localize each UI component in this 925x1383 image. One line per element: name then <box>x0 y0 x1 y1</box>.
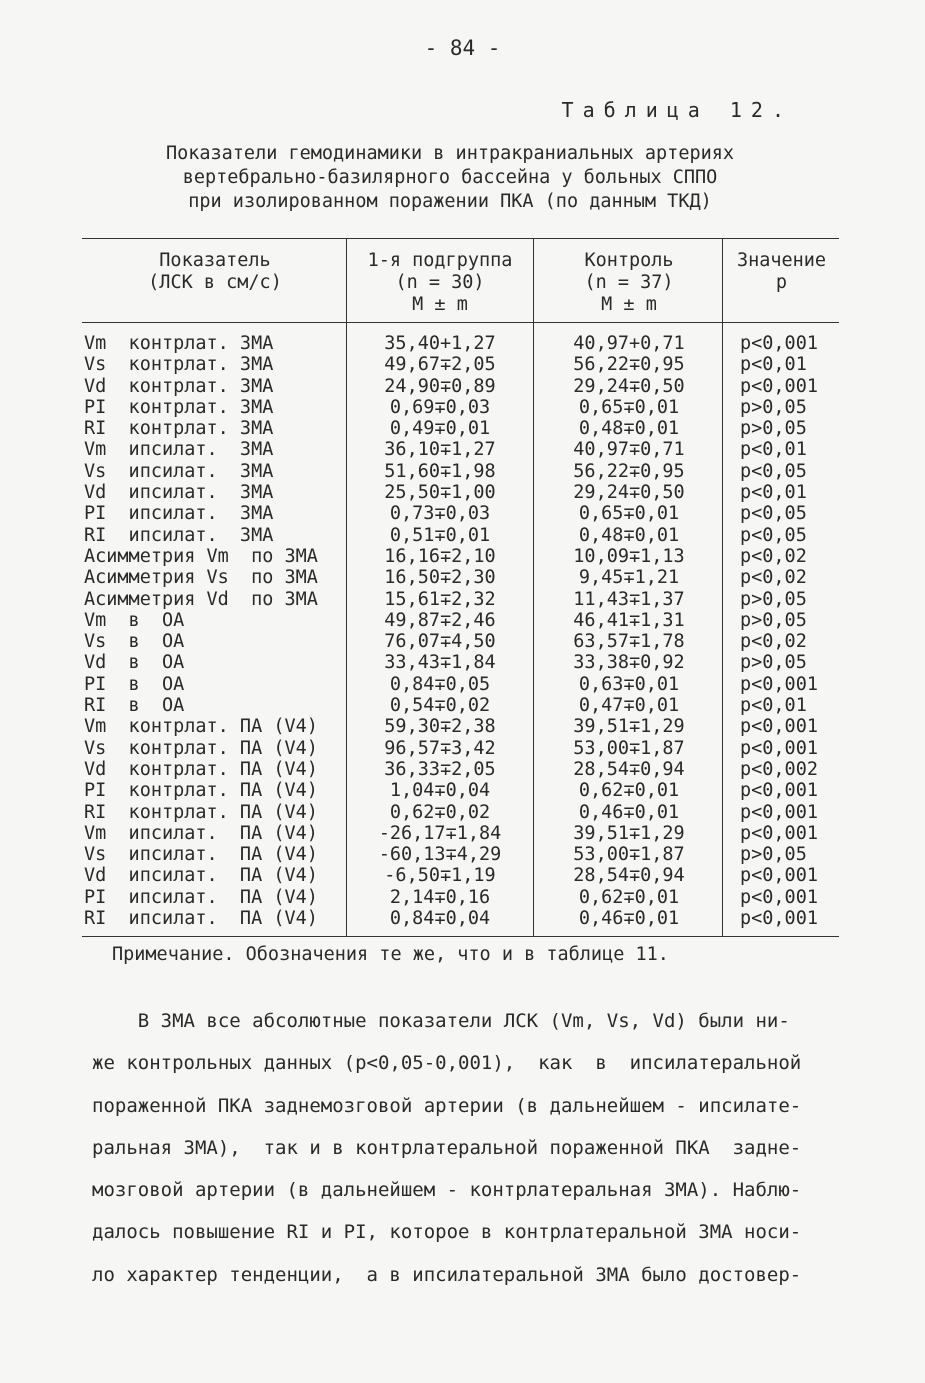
cell-p-value: p<0,02 <box>740 567 807 589</box>
cell-control: 40,97∓0,71 <box>573 439 685 461</box>
cell-indicator: PI ипсилат. ПА (V4) <box>84 886 318 908</box>
cell-group1: 49,67∓2,05 <box>384 354 496 376</box>
body-paragraph <box>92 1000 852 1296</box>
cell-group1: 0,51∓0,01 <box>389 524 491 546</box>
table-row <box>0 823 925 844</box>
cell-indicator: Vm в ОА <box>84 609 185 631</box>
cell-group1: 1,04∓0,04 <box>389 780 491 802</box>
cell-indicator: Асимметрия Vd по ЗМА <box>84 588 318 610</box>
cell-group1: 16,16∓2,10 <box>384 545 496 567</box>
cell-control: 9,45∓1,21 <box>578 567 680 589</box>
cell-p-value: p<0,02 <box>740 631 807 653</box>
cell-indicator: RI ипсилат. ПА (V4) <box>84 908 318 930</box>
table-row <box>0 865 925 886</box>
header-group1: 1-я подгруппа (n = 30) M ± m <box>367 250 513 315</box>
table-row <box>0 844 925 865</box>
cell-p-value: p<0,001 <box>740 801 818 823</box>
table-row <box>0 333 925 354</box>
cell-control: 40,97+0,71 <box>573 333 685 354</box>
cell-group1: 0,54∓0,02 <box>389 695 491 717</box>
cell-p-value: p<0,01 <box>740 354 807 376</box>
cell-control: 10,09∓1,13 <box>573 545 685 567</box>
cell-group1: 76,07∓4,50 <box>384 631 496 653</box>
body-line: ральная ЗМА), так и в контрлатеральной пораженной ПКА задне- <box>92 1136 802 1159</box>
cell-control: 29,24∓0,50 <box>573 375 685 397</box>
cell-control: 29,24∓0,50 <box>573 482 685 504</box>
table-bottom-rule <box>82 936 839 937</box>
cell-indicator: PI контрлат. ПА (V4) <box>84 780 318 802</box>
cell-group1: 0,69∓0,03 <box>389 396 491 418</box>
cell-group1: 59,30∓2,38 <box>384 716 496 738</box>
cell-control: 0,46∓0,01 <box>578 908 680 930</box>
table-body <box>0 333 925 929</box>
table-row <box>0 674 925 695</box>
cell-control: 0,46∓0,01 <box>578 801 680 823</box>
cell-control: 11,43∓1,37 <box>573 588 685 610</box>
table-row <box>0 759 925 780</box>
caption-line: вертебрально-базилярного бассейна у больных СППО <box>182 167 718 188</box>
cell-group1: 25,50∓1,00 <box>384 482 496 504</box>
cell-control: 53,00∓1,87 <box>573 737 685 759</box>
cell-p-value: p<0,05 <box>740 524 807 546</box>
cell-p-value: p<0,001 <box>740 886 818 908</box>
cell-p-value: p>0,05 <box>740 396 807 418</box>
cell-group1: 24,90∓0,89 <box>384 375 496 397</box>
cell-indicator: Vm контрлат. ПА (V4) <box>84 716 318 738</box>
cell-indicator: Vm ипсилат. ЗМА <box>84 439 274 461</box>
cell-indicator: Vm ипсилат. ПА (V4) <box>84 822 318 844</box>
table-row <box>0 716 925 737</box>
cell-control: 28,54∓0,94 <box>573 865 685 887</box>
cell-p-value: p<0,001 <box>740 865 818 887</box>
table-row <box>0 354 925 375</box>
cell-p-value: p<0,001 <box>740 780 818 802</box>
cell-control: 33,38∓0,92 <box>573 652 685 674</box>
cell-indicator: PI контрлат. ЗМА <box>84 396 274 418</box>
body-line: В ЗМА все абсолютные показатели ЛСК (Vm, Vs, Vd) были ни- <box>92 1010 790 1032</box>
table-caption <box>100 142 800 214</box>
cell-group1: 36,33∓2,05 <box>384 758 496 780</box>
body-line: пораженной ПКА заднемозговой артерии (в дальнейшем - ипсилате- <box>92 1094 802 1117</box>
cell-p-value: p<0,01 <box>740 695 807 717</box>
cell-p-value: p<0,05 <box>740 503 807 525</box>
cell-control: 56,22∓0,95 <box>573 460 685 482</box>
cell-control: 28,54∓0,94 <box>573 758 685 780</box>
table-row <box>0 482 925 503</box>
cell-p-value: p<0,001 <box>740 822 818 844</box>
table-row <box>0 887 925 908</box>
cell-p-value: p<0,001 <box>740 908 818 930</box>
cell-group1: -26,17∓1,84 <box>378 822 502 844</box>
table-row <box>0 908 925 929</box>
table-row <box>0 589 925 610</box>
cell-indicator: Vs ипсилат. ПА (V4) <box>84 844 318 866</box>
table-row <box>0 610 925 631</box>
cell-group1: 15,61∓2,32 <box>384 588 496 610</box>
cell-p-value: p>0,05 <box>740 588 807 610</box>
cell-control: 0,65∓0,01 <box>578 503 680 525</box>
body-line: далось повышение RI и PI, которое в контрлатеральной ЗМА носи- <box>92 1221 802 1244</box>
cell-indicator: Vd в ОА <box>84 652 185 674</box>
cell-p-value: p<0,001 <box>740 333 818 354</box>
table-top-rule <box>82 238 839 239</box>
table-row <box>0 631 925 652</box>
table-row <box>0 738 925 759</box>
caption-line: при изолированном поражении ПКА (по данным ТКД) <box>188 191 712 212</box>
cell-group1: 0,73∓0,03 <box>389 503 491 525</box>
cell-control: 0,48∓0,01 <box>578 524 680 546</box>
table-row <box>0 503 925 524</box>
cell-indicator: Vd контрлат. ЗМА <box>84 375 274 397</box>
table-row <box>0 461 925 482</box>
cell-p-value: p<0,001 <box>740 716 818 738</box>
table-row <box>0 695 925 716</box>
cell-group1: 51,60∓1,98 <box>384 460 496 482</box>
cell-indicator: Асимметрия Vm по ЗМА <box>84 545 318 567</box>
caption-line: Показатели гемодинамики в интракраниальных артериях <box>165 143 735 164</box>
cell-p-value: p<0,01 <box>740 439 807 461</box>
cell-indicator: Vd ипсилат. ЗМА <box>84 482 274 504</box>
cell-p-value: p<0,02 <box>740 545 807 567</box>
body-line: мозговой артерии (в дальнейшем - контрлатеральная ЗМА). Наблю- <box>92 1179 802 1202</box>
table-row <box>0 525 925 546</box>
cell-indicator: RI ипсилат. ЗМА <box>84 524 274 546</box>
cell-group1: 96,57∓3,42 <box>384 737 496 759</box>
cell-group1: 0,84∓0,05 <box>389 673 491 695</box>
table-row <box>0 780 925 801</box>
body-line: ло характер тенденции, а в ипсилатеральной ЗМА было достовер- <box>92 1263 802 1286</box>
cell-indicator: RI контрлат. ЗМА <box>84 418 274 440</box>
cell-group1: 0,84∓0,04 <box>389 908 491 930</box>
table-note: Примечание. Обозначения те же, что и в таблице 11. <box>112 944 669 965</box>
cell-control: 0,62∓0,01 <box>578 886 680 908</box>
cell-control: 0,63∓0,01 <box>578 673 680 695</box>
cell-control: 0,48∓0,01 <box>578 418 680 440</box>
table-row <box>0 652 925 673</box>
cell-indicator: RI контрлат. ПА (V4) <box>84 801 318 823</box>
header-p-value: Значение p <box>736 250 827 293</box>
cell-group1: 49,87∓2,46 <box>384 609 496 631</box>
cell-indicator: Vm контрлат. ЗМА <box>84 333 274 354</box>
cell-p-value: p<0,05 <box>740 460 807 482</box>
cell-control: 39,51∓1,29 <box>573 822 685 844</box>
cell-group1: 36,10∓1,27 <box>384 439 496 461</box>
cell-control: 0,62∓0,01 <box>578 780 680 802</box>
cell-p-value: p<0,01 <box>740 482 807 504</box>
table-row <box>0 546 925 567</box>
cell-group1: 2,14∓0,16 <box>389 886 491 908</box>
cell-control: 0,47∓0,01 <box>578 695 680 717</box>
table-header-rule <box>82 322 839 323</box>
cell-p-value: p<0,002 <box>740 758 818 780</box>
table-row <box>0 567 925 588</box>
header-indicator: Показатель (ЛСК в см/с) <box>148 250 282 293</box>
cell-indicator: PI в ОА <box>84 673 185 695</box>
cell-indicator: PI ипсилат. ЗМА <box>84 503 274 525</box>
cell-p-value: p<0,001 <box>740 673 818 695</box>
table-row <box>0 376 925 397</box>
cell-p-value: p>0,05 <box>740 609 807 631</box>
cell-indicator: Vs контрлат. ЗМА <box>84 354 274 376</box>
table-row <box>0 418 925 439</box>
cell-indicator: Vs контрлат. ПА (V4) <box>84 737 318 759</box>
cell-indicator: Vd контрлат. ПА (V4) <box>84 758 318 780</box>
table-row <box>0 397 925 418</box>
cell-indicator: Vs ипсилат. ЗМА <box>84 460 274 482</box>
cell-group1: -6,50∓1,19 <box>384 865 496 887</box>
cell-group1: -60,13∓4,29 <box>378 844 502 866</box>
cell-p-value: p<0,001 <box>740 737 818 759</box>
cell-p-value: p>0,05 <box>740 652 807 674</box>
table-label: Таблица 12. <box>561 98 793 122</box>
cell-p-value: p<0,001 <box>740 375 818 397</box>
cell-indicator: Vs в ОА <box>84 631 185 653</box>
cell-group1: 0,62∓0,02 <box>389 801 491 823</box>
cell-group1: 0,49∓0,01 <box>389 418 491 440</box>
cell-control: 0,65∓0,01 <box>578 396 680 418</box>
cell-p-value: p>0,05 <box>740 418 807 440</box>
header-control: Контроль (n = 37) M ± m <box>584 250 674 315</box>
cell-control: 56,22∓0,95 <box>573 354 685 376</box>
cell-control: 46,41∓1,31 <box>573 609 685 631</box>
cell-control: 63,57∓1,78 <box>573 631 685 653</box>
body-line: же контрольных данных (p<0,05-0,001), как в ипсилатеральной <box>92 1052 802 1075</box>
cell-group1: 33,43∓1,84 <box>384 652 496 674</box>
cell-indicator: Vd ипсилат. ПА (V4) <box>84 865 318 887</box>
cell-indicator: Асимметрия Vs по ЗМА <box>84 567 318 589</box>
page-number: - 84 - <box>424 36 501 60</box>
cell-group1: 16,50∓2,30 <box>384 567 496 589</box>
cell-p-value: p>0,05 <box>740 844 807 866</box>
table-row <box>0 802 925 823</box>
cell-control: 39,51∓1,29 <box>573 716 685 738</box>
cell-group1: 35,40+1,27 <box>384 333 496 354</box>
cell-control: 53,00∓1,87 <box>573 844 685 866</box>
table-row <box>0 439 925 460</box>
cell-indicator: RI в ОА <box>84 695 185 717</box>
